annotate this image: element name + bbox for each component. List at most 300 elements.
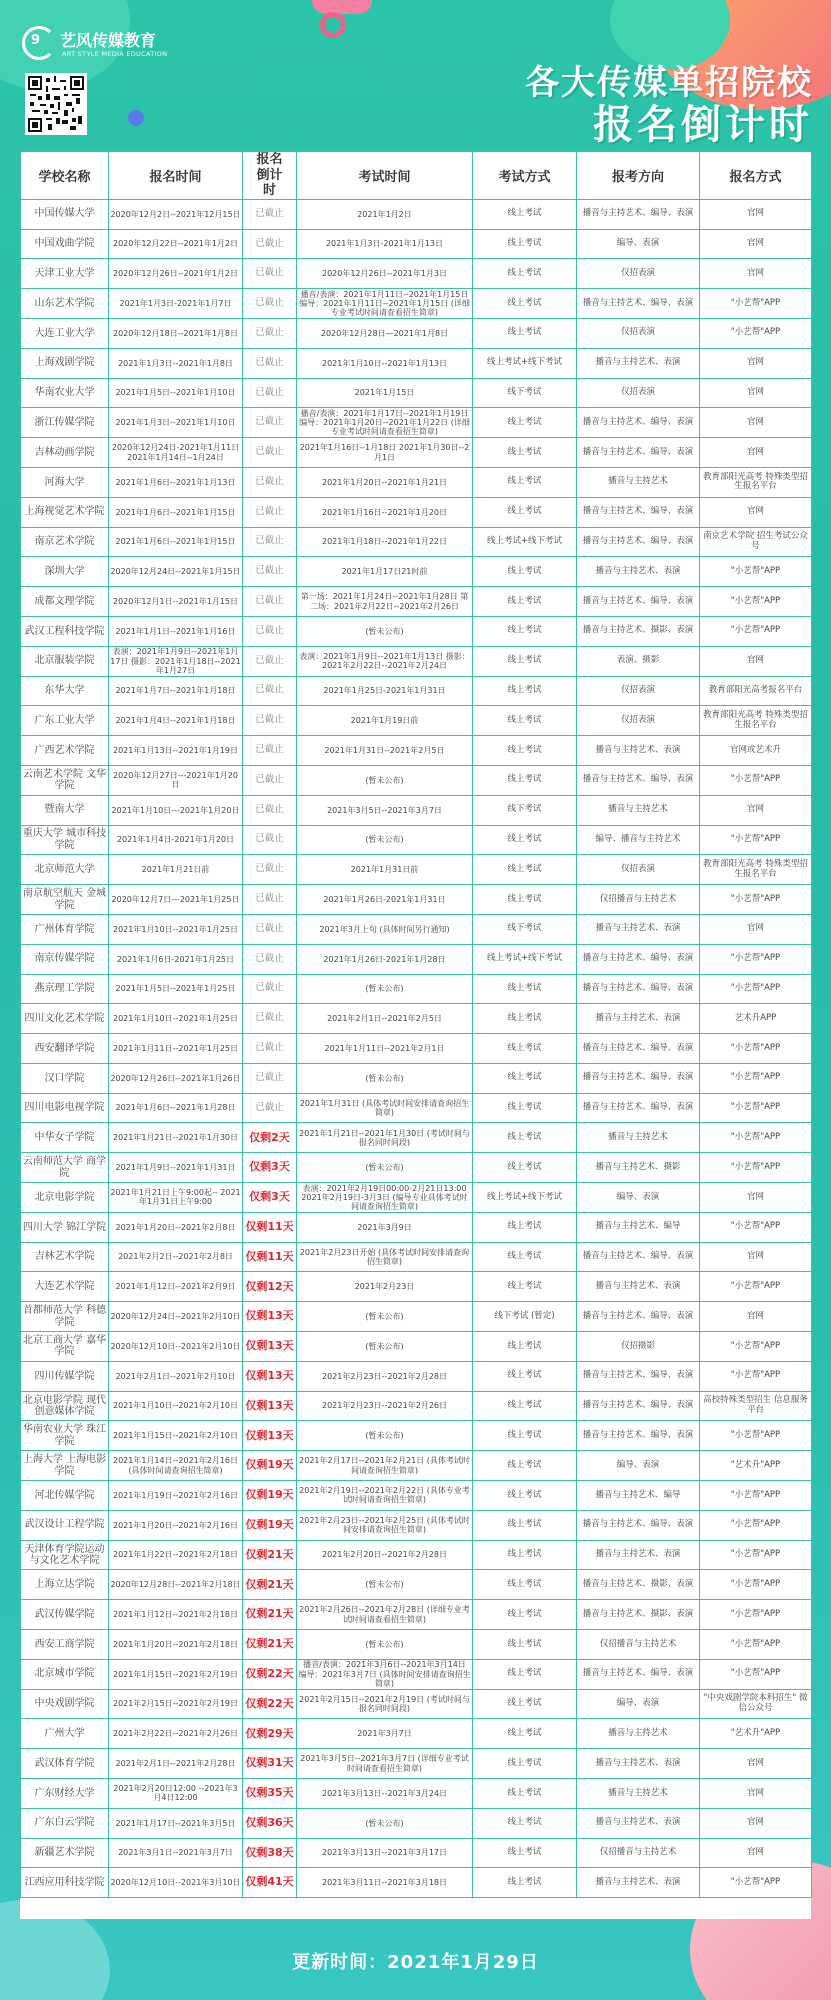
exam-time-cell: 2021年1月31日--2021年2月5日 [297,736,473,766]
exam-time-cell: (暂未公布) [297,616,473,646]
registration-time-cell: 2021年1月9日--2021年1月31日 [109,1153,243,1183]
direction-cell: 播音与主持艺术、表演 [577,1540,700,1570]
exam-mode-cell: 线上考试 [473,1123,577,1153]
table-row [21,914,812,944]
countdown-cell: 已截止 [243,974,297,1004]
registration-method-cell: 艺术升APP [700,1004,812,1034]
direction-cell: 仅招表演 [577,676,700,706]
brand-name: 艺风传媒教育 [60,31,157,50]
exam-mode-cell: 线上考试 [473,229,577,259]
registration-method-cell: "小艺帮"APP [700,318,812,348]
direction-cell: 播音与主持艺术、摄影、表演 [577,616,700,646]
registration-method-cell: 官网 [700,378,812,408]
table-row [21,348,812,378]
school-name-cell: 成都文理学院 [21,587,109,617]
registration-method-cell: 官网 [700,646,812,676]
countdown-cell: 仅剩12天 [243,1272,297,1302]
registration-time-cell: 2021年1月21日上午9:00起-- 2021年1月31日上午9:00 [109,1183,243,1213]
registration-time-cell: 2021年1月6日--2021年1月13日 [109,467,243,497]
registration-time-cell: 2021年1月7日--2021年1月18日 [109,676,243,706]
exam-time-cell: 2021年2月19日--2021年2月22日 (具体专业考试时间请查询招生简章) [297,1481,473,1511]
table-row [21,1808,812,1838]
exam-time-cell: 2021年2月20日--2021年2月28日 [297,1540,473,1570]
registration-time-cell: 2021年1月3日--2021年1月8日 [109,348,243,378]
table-row [21,1600,812,1630]
countdown-cell: 已截止 [243,885,297,915]
registration-method-cell: "小艺帮"APP [700,1153,812,1183]
countdown-cell: 已截止 [243,706,297,736]
registration-time-cell: 2021年1月22日--2021年2月18日 [109,1540,243,1570]
registration-method-cell: "小艺帮"APP [700,1481,812,1511]
table-row [21,1183,812,1213]
registration-time-cell: 2021年3月1日--2021年3月7日 [109,1838,243,1868]
school-name-cell: 广州大学 [21,1719,109,1749]
table-row [21,1242,812,1272]
exam-mode-cell: 线上考试 [473,467,577,497]
direction-cell: 播音与主持艺术、编导、表演 [577,1063,700,1093]
table-row [21,885,812,915]
direction-cell: 播音与主持艺术、编导、表演 [577,1659,700,1689]
direction-cell: 编导、播音与主持艺术 [577,825,700,855]
registration-method-cell: 官网 [700,1749,812,1779]
registration-time-cell: 2020年12月26日--2021年1月2日 [109,259,243,289]
table-row [21,736,812,766]
table-row [21,438,812,468]
registration-time-cell: 2020年12月24日--2021年1月15日 [109,557,243,587]
table-row [21,1510,812,1540]
countdown-cell: 已截止 [243,1004,297,1034]
direction-cell: 仅招表演 [577,855,700,885]
table-row [21,557,812,587]
direction-cell: 播音与主持艺术、编导、表演 [577,408,700,438]
countdown-cell: 仅剩19天 [243,1510,297,1540]
exam-mode-cell: 线上考试 [473,1838,577,1868]
exam-time-cell: 2021年2月23日--2021年2月25日 (具体考试时间安排请查询招生简章) [297,1510,473,1540]
registration-time-cell: 2021年2月1日--2021年2月10日 [109,1361,243,1391]
exam-mode-cell: 线下考试 [473,795,577,825]
direction-cell: 播音与主持艺术、编导、表演 [577,944,700,974]
table-body [21,199,812,1897]
table-row [21,587,812,617]
exam-time-cell: (暂未公布) [297,1302,473,1332]
update-time: 更新时间：2021年1月29日 [292,1952,539,1973]
exam-mode-cell: 线上考试 [473,1153,577,1183]
direction-cell: 仅招表演 [577,378,700,408]
registration-time-cell: 2021年1月20日--2021年2月16日 [109,1510,243,1540]
countdown-cell: 仅剩11天 [243,1212,297,1242]
registration-time-cell: 2020年12月7日---2021年1月25日 [109,885,243,915]
exam-time-cell: 播音/表演：2021年1月11日--2021年1月15日 编导：2021年1月11日--2021年1月15日 (详细专业考试时间请查看招生简章) [297,289,473,319]
registration-method-cell: "小艺帮"APP [700,944,812,974]
exam-mode-cell: 线上考试 [473,318,577,348]
exam-time-cell: 2021年1月26日-2021年1月31日 [297,885,473,915]
table-row [21,1659,812,1689]
exam-time-cell: (暂未公布) [297,1421,473,1451]
direction-cell: 播音与主持艺术、编导、表演 [577,497,700,527]
registration-time-cell: 2021年1月1日--2021年1月16日 [109,616,243,646]
registration-time-cell: 2020年12月24日-2021年1月11日 2021年1月14日--1月24日 [109,438,243,468]
table-row [21,1391,812,1421]
registration-time-cell: 2021年2月1日--2021年2月28日 [109,1749,243,1779]
exam-mode-cell: 线上考试 [473,557,577,587]
exam-mode-cell: 线上考试 [473,646,577,676]
exam-mode-cell: 线上考试 [473,1332,577,1362]
logo-number: 9 [31,33,41,48]
countdown-cell: 仅剩21天 [243,1600,297,1630]
registration-time-cell: 2021年1月5日--2021年1月25日 [109,974,243,1004]
exam-mode-cell: 线上考试 [473,497,577,527]
decor-ring-pink [320,12,346,38]
countdown-cell: 已截止 [243,467,297,497]
exam-mode-cell: 线上考试 [473,1063,577,1093]
registration-method-cell: "小艺帮"APP [700,1540,812,1570]
school-name-cell: 广东工业大学 [21,706,109,736]
table-row [21,1421,812,1451]
countdown-cell: 已截止 [243,318,297,348]
registration-time-cell: 2020年12月27日---2021年1月20日 [109,765,243,795]
registration-time-cell: 2021年1月12日--2021年2月9日 [109,1272,243,1302]
registration-time-cell: 2021年2月22日--2021年2月26日 [109,1719,243,1749]
registration-method-cell: 官网 [700,229,812,259]
countdown-cell: 已截止 [243,736,297,766]
col-header-exam-time: 考试时间 [297,152,473,200]
col-header-reg-time: 报名时间 [109,152,243,200]
school-name-cell: 中国戏曲学院 [21,229,109,259]
registration-time-cell: 2021年1月15日--2021年2月10日 [109,1421,243,1451]
direction-cell: 播音与主持艺术、编导 [577,1212,700,1242]
school-name-cell: 燕京理工学院 [21,974,109,1004]
registration-time-cell: 2021年1月6日--2021年1月15日 [109,497,243,527]
school-name-cell: 北京电影学院 [21,1183,109,1213]
direction-cell: 播音与主持艺术、编导、表演 [577,1302,700,1332]
exam-mode-cell: 线上考试 [473,1421,577,1451]
registration-method-cell: "小艺帮"APP [700,825,812,855]
exam-time-cell: 2021年2月26日--2021年2月28日 (详细专业考试时间请查看招生简章) [297,1600,473,1630]
exam-time-cell: 2021年2月23日开始 (具体考试时间安排请查询招生简章) [297,1242,473,1272]
countdown-cell: 仅剩21天 [243,1630,297,1660]
brand-subtitle: ART STYLE MEDIA EDUCATION [62,50,168,58]
table-row [21,1540,812,1570]
direction-cell: 播音与主持艺术 [577,795,700,825]
countdown-cell: 仅剩35天 [243,1779,297,1809]
exam-time-cell: 2021年3月9日 [297,1212,473,1242]
registration-method-cell: 官网 [700,497,812,527]
school-name-cell: 广东白云学院 [21,1808,109,1838]
exam-time-cell: 2021年3月5日--2021年3月7日 [297,795,473,825]
direction-cell: 仅招表演 [577,706,700,736]
registration-time-cell: 2020年12月10日--2021年3月10日 [109,1868,243,1898]
registration-method-cell: "小艺帮"APP [700,1332,812,1362]
table-row [21,676,812,706]
direction-cell: 播音与主持艺术、表演 [577,1004,700,1034]
direction-cell: 播音与主持艺术、表演 [577,557,700,587]
school-name-cell: 暨南大学 [21,795,109,825]
exam-mode-cell: 线上考试 [473,1451,577,1481]
registration-time-cell: 2020年12月28日--2021年2月18日 [109,1570,243,1600]
exam-mode-cell: 线上考试 [473,1749,577,1779]
direction-cell: 播音与主持艺术、编导、表演 [577,527,700,557]
direction-cell: 仅招播音与主持艺术 [577,885,700,915]
direction-cell: 播音与主持艺术、编导、表演 [577,199,700,229]
table-row [21,1153,812,1183]
countdown-cell: 已截止 [243,348,297,378]
exam-time-cell: 2021年1月25日-2021年1月31日 [297,676,473,706]
table-row [21,1451,812,1481]
table-row [21,1689,812,1719]
exam-time-cell: (暂未公布) [297,1630,473,1660]
registration-time-cell: 2021年1月19日--2021年2月16日 [109,1481,243,1511]
exam-time-cell: 2021年2月23日 [297,1272,473,1302]
direction-cell: 播音与主持艺术、编导、表演 [577,438,700,468]
exam-time-cell: 2021年1月17日21时前 [297,557,473,587]
exam-time-cell: 2021年1月10日--2021年1月13日 [297,348,473,378]
registration-time-cell: 2021年1月20日--2021年2月18日 [109,1630,243,1660]
registration-method-cell: "小艺帮"APP [700,1034,812,1064]
school-name-cell: 江西应用科技学院 [21,1868,109,1898]
registration-time-cell: 2021年1月6日-2021年1月25日 [109,944,243,974]
exam-time-cell: (暂未公布) [297,974,473,1004]
countdown-cell: 仅剩3天 [243,1153,297,1183]
registration-method-cell: 教育部阳光高考 特殊类型招生报名平台 [700,467,812,497]
countdown-cell: 已截止 [243,497,297,527]
registration-time-cell: 2021年1月21日前 [109,855,243,885]
direction-cell: 编导、表演 [577,229,700,259]
direction-cell: 编导、表演 [577,1689,700,1719]
school-name-cell: 吉林艺术学院 [21,1242,109,1272]
direction-cell: 播音与主持艺术 [577,467,700,497]
exam-mode-cell: 线上考试 [473,587,577,617]
registration-method-cell: "小艺帮"APP [700,1868,812,1898]
registration-method-cell: "小艺帮"APP [700,1421,812,1451]
direction-cell: 播音与主持艺术、编导、表演 [577,1361,700,1391]
direction-cell: 播音与主持艺术、编导、表演 [577,765,700,795]
table-row [21,1570,812,1600]
exam-time-cell: 2021年2月15日--2021年2月19日 (考试时间与报名同时间段) [297,1689,473,1719]
direction-cell: 播音与主持艺术 [577,1779,700,1809]
school-name-cell: 天津工业大学 [21,259,109,289]
countdown-cell: 仅剩22天 [243,1689,297,1719]
registration-method-cell: 官网 [700,1808,812,1838]
countdown-cell: 仅剩13天 [243,1302,297,1332]
table-row [21,378,812,408]
registration-time-cell: 2021年1月17日--2021年3月5日 [109,1808,243,1838]
direction-cell: 播音与主持艺术、表演 [577,914,700,944]
registration-method-cell: "小艺帮"APP [700,765,812,795]
page-title-line1: 各大传媒单招院校 [525,63,813,103]
school-name-cell: 西安工商学院 [21,1630,109,1660]
exam-time-cell: 表演：2021年2月19日00:00-2月21日13:00 2021年2月19日-3月3日 (编导专业具体考试时间请查询招生简章) [297,1183,473,1213]
countdown-cell: 已截止 [243,646,297,676]
direction-cell: 播音与主持艺术 [577,1123,700,1153]
direction-cell: 播音与主持艺术、编导、表演 [577,587,700,617]
school-name-cell: 武汉设计工程学院 [21,1510,109,1540]
exam-mode-cell: 线上考试 [473,616,577,646]
exam-time-cell: 2020年12月26日--2021年1月3日 [297,259,473,289]
exam-mode-cell: 线上考试 [473,438,577,468]
registration-method-cell: 官网 [700,199,812,229]
registration-method-cell: "小艺帮"APP [700,1630,812,1660]
exam-mode-cell: 线上考试 [473,974,577,1004]
registration-time-cell: 2020年12月1日--2021年1月15日 [109,587,243,617]
exam-time-cell: 2021年1月21日--2021年1月30日 (考试时间与报名同时间段) [297,1123,473,1153]
exam-mode-cell: 线上考试 [473,855,577,885]
school-name-cell: 广东财经大学 [21,1779,109,1809]
school-name-cell: 浙江传媒学院 [21,408,109,438]
exam-mode-cell: 线上考试 [473,765,577,795]
countdown-cell: 仅剩21天 [243,1570,297,1600]
countdown-cell: 仅剩38天 [243,1838,297,1868]
registration-method-cell: "小艺帮"APP [700,1361,812,1391]
registration-time-cell: 2021年2月20日12:00 --2021年3月4日12:00 [109,1779,243,1809]
registration-method-cell: "小艺帮"APP [700,1272,812,1302]
registration-method-cell: "小艺帮"APP [700,1063,812,1093]
registration-method-cell: 官网 [700,914,812,944]
exam-time-cell: 播音/表演：2021年1月17日--2021年1月19日 编导：2021年1月20日--2021年1月22日 (详细专业考试时间请查看招生简章) [297,408,473,438]
table-row [21,1004,812,1034]
school-name-cell: 武汉工程科技学院 [21,616,109,646]
exam-time-cell: 第一场：2021年1月24日--2021年1月28日 第二场：2021年2月22日--2021年2月26日 [297,587,473,617]
countdown-cell: 已截止 [243,199,297,229]
school-name-cell: 北京电影学院 现代创意媒体学院 [21,1391,109,1421]
countdown-cell: 仅剩11天 [243,1242,297,1272]
registration-method-cell: 官网 [700,1779,812,1809]
table-header-row [21,152,812,200]
registration-method-cell: "小艺帮"APP [700,1570,812,1600]
registration-time-cell: 2021年1月20日--2021年2月8日 [109,1212,243,1242]
table-row [21,527,812,557]
countdown-cell: 仅剩3天 [243,1183,297,1213]
table-row [21,1749,812,1779]
table-row [21,1034,812,1064]
table-row [21,408,812,438]
registration-time-cell: 2021年1月4日--2021年1月18日 [109,706,243,736]
exam-time-cell: (暂未公布) [297,1808,473,1838]
exam-time-cell: 2021年1月11日--2021年2月1日 [297,1034,473,1064]
registration-time-cell: 2021年1月21日--2021年1月30日 [109,1123,243,1153]
school-name-cell: 天津体育学院运动 与文化艺术学院 [21,1540,109,1570]
school-name-cell: 中央戏剧学院 [21,1689,109,1719]
countdown-cell: 已截止 [243,408,297,438]
page-title-line2: 报名倒计时 [593,102,813,148]
registration-method-cell: "小艺帮"APP [700,1659,812,1689]
exam-mode-cell: 线上考试 [473,1212,577,1242]
registration-time-cell: 2021年1月13日--2021年1月19日 [109,736,243,766]
registration-method-cell: "小艺帮"APP [700,1123,812,1153]
registration-time-cell: 2021年1月3日--2021年1月10日 [109,408,243,438]
exam-mode-cell: 线上考试+线下考试 [473,944,577,974]
exam-mode-cell: 线上考试+线下考试 [473,348,577,378]
exam-time-cell: 2021年1月3日-2021年1月13日 [297,229,473,259]
direction-cell: 播音与主持艺术、表演 [577,736,700,766]
exam-mode-cell: 线上考试 [473,1272,577,1302]
direction-cell: 播音与主持艺术 [577,1719,700,1749]
exam-mode-cell: 线上考试 [473,1093,577,1123]
countdown-cell: 已截止 [243,914,297,944]
countdown-cell: 仅剩19天 [243,1481,297,1511]
school-name-cell: 广西艺术学院 [21,736,109,766]
registration-method-cell: "小艺帮"APP [700,974,812,1004]
countdown-cell: 已截止 [243,825,297,855]
school-name-cell: 北京服装学院 [21,646,109,676]
registration-method-cell: "艺术升"APP [700,1451,812,1481]
exam-mode-cell: 线下考试 [473,378,577,408]
exam-time-cell: 2021年1月20日--2021年1月21日 [297,467,473,497]
exam-mode-cell: 线上考试 [473,1808,577,1838]
table-row [21,1361,812,1391]
registration-method-cell: "小艺帮"APP [700,1093,812,1123]
registration-method-cell: "小艺帮"APP [700,557,812,587]
exam-time-cell: 播音/表演：2021年3月6日--2021年3月14日 编导：2021年3月7日 (具体时间安排请查询招生简章) [298,1660,471,1688]
registration-method-cell: "小艺帮"APP [700,885,812,915]
exam-mode-cell: 线上考试 [473,1779,577,1809]
table-row [21,1302,812,1332]
table-row [21,795,812,825]
registration-method-cell: 官网 [700,1838,812,1868]
table-row [21,289,812,319]
countdown-cell: 已截止 [243,378,297,408]
school-name-cell: 上海大学 上海电影学院 [21,1451,109,1481]
exam-mode-cell: 线上考试 [473,1689,577,1719]
school-name-cell: 山东艺术学院 [21,289,109,319]
exam-mode-cell: 线上考试 [473,289,577,319]
registration-time-cell: 2020年12月18日--2021年1月8日 [109,318,243,348]
exam-time-cell: 2021年1月18日--2021年1月22日 [297,527,473,557]
registration-method-cell: "小艺帮"APP [700,1600,812,1630]
exam-time-cell: 2021年1月31日前 [297,855,473,885]
school-name-cell: 北京师范大学 [21,855,109,885]
exam-time-cell: (暂未公布) [297,1153,473,1183]
countdown-cell: 仅剩31天 [243,1749,297,1779]
registration-method-cell: "小艺帮"APP [700,1212,812,1242]
countdown-cell: 已截止 [243,795,297,825]
exam-mode-cell: 线上考试 [473,1630,577,1660]
school-name-cell: 广州体育学院 [21,914,109,944]
direction-cell: 编导、表演 [577,1183,700,1213]
countdown-cell: 仅剩21天 [243,1540,297,1570]
school-name-cell: 云南艺术学院 文华学院 [21,765,109,795]
exam-time-cell: (暂未公布) [297,825,473,855]
direction-cell: 表演、摄影 [577,646,700,676]
registration-method-cell: 官网 [700,348,812,378]
registration-time-cell: 表演：2021年1月9日--2021年1月17日 摄影：2021年1月18日--2021年1月27日 [110,647,241,675]
school-name-cell: 华南农业大学 [21,378,109,408]
direction-cell: 仅招播音与主持艺术 [577,1630,700,1660]
registration-method-cell: 官网 [700,408,812,438]
exam-mode-cell: 线上考试 [473,1361,577,1391]
countdown-cell: 仅剩13天 [243,1361,297,1391]
direction-cell: 播音与主持艺术、编导、表演 [577,1093,700,1123]
exam-mode-cell: 线上考试 [473,736,577,766]
exam-time-cell: 2021年3月13日--2021年3月17日 [297,1838,473,1868]
registration-method-cell: 官网 [700,1302,812,1332]
table-row [21,229,812,259]
school-name-cell: 云南师范大学 商学院 [21,1153,109,1183]
exam-time-cell: 2021年1月16日--2021年1月20日 [297,497,473,527]
direction-cell: 播音与主持艺术、编导、表演 [577,289,700,319]
registration-method-cell: 高校特殊类型招生 信息服务平台 [700,1391,812,1421]
col-header-countdown: 报名倒计时 [243,152,297,200]
school-name-cell: 重庆大学 城市科技学院 [21,825,109,855]
exam-mode-cell: 线下考试 (暂定) [473,1302,577,1332]
exam-time-cell: (暂未公布) [297,1570,473,1600]
exam-mode-cell: 线上考试 [473,1659,577,1689]
exam-time-cell: 2021年1月16日--1月18日 2021年1月30日--2月1日 [297,438,473,468]
exam-time-cell: 2021年3月13日--2021年3月24日 [297,1779,473,1809]
table-row [21,1719,812,1749]
col-header-direction: 报考方向 [577,152,700,200]
school-name-cell: 大连工业大学 [21,318,109,348]
countdown-cell: 仅剩2天 [243,1123,297,1153]
